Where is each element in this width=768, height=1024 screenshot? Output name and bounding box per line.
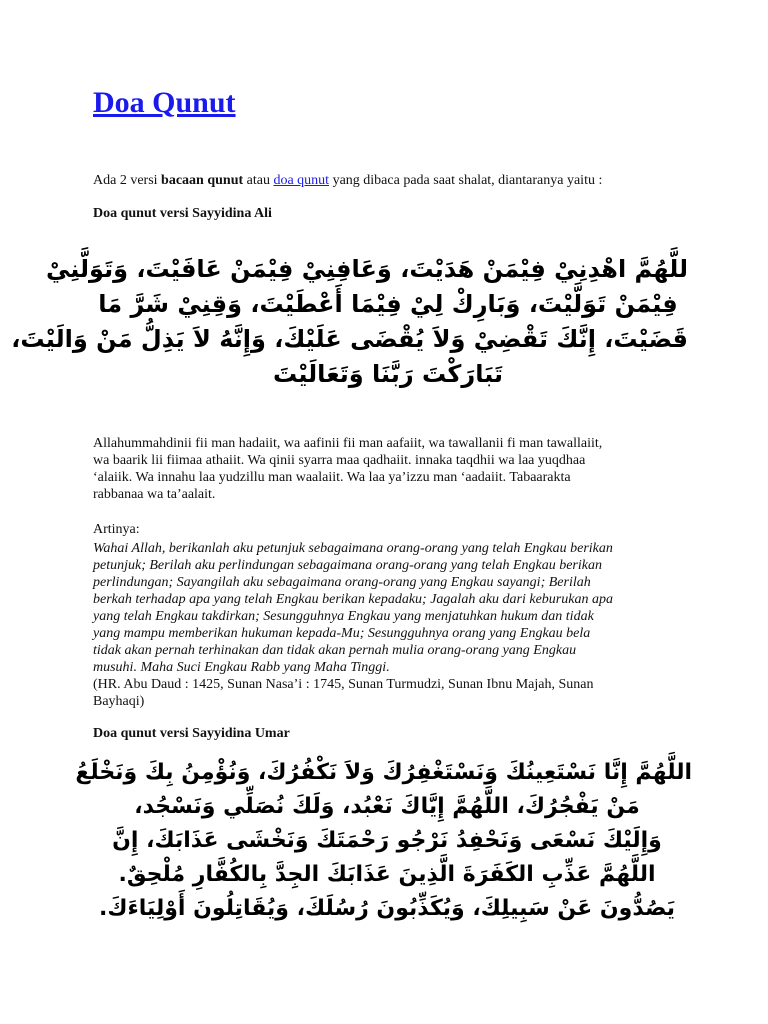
arabic-prayer-umar bbox=[75, 756, 692, 926]
section-heading-ali: Doa qunut versi Sayyidina Ali bbox=[93, 206, 272, 221]
page-title[interactable]: Doa Qunut bbox=[93, 86, 236, 119]
meaning-line: perlindungan; Sayangilah aku sebagaimana orang-orang yang Engkau sayangi; Berilah bbox=[93, 575, 591, 590]
arabic-line: وَإِلَيْكَ نَسْعَى وَنَحْفِدُ نَرْجُو رَحْمَتَكَ وَنَخْشَى عَذَابَكَ، إِنَّ bbox=[112, 828, 662, 853]
meaning-line: berkah terhadap apa yang telah Engkau berikan kepadaku; Jagalah aku dari keburukan apa bbox=[93, 592, 613, 607]
source-line: Bayhaqi) bbox=[93, 694, 145, 709]
meaning-line: yang mampu memberikan hukuman kepada-Mu; Sesungguhnya orang yang Engkau bela bbox=[93, 626, 591, 641]
arabic-line: للَّهُمَّ اهْدِنِيْ فِيْمَنْ هَدَيْتَ، وَعَافِنِيْ فِيْمَنْ عَافَيْتَ، وَتَوَلَّنِيْ bbox=[45, 255, 688, 283]
meaning-line: petunjuk; Berilah aku perlindungan sebagaimana orang-orang yang telah Engkau berikan bbox=[93, 558, 602, 573]
arabic-line: يَصُدُّونَ عَنْ سَبِيلِكَ، وَيُكَذِّبُونَ رُسُلَكَ، وَيُقَاتِلُونَ أَوْلِيَاءَكَ. bbox=[98, 896, 676, 921]
arabic-line: مَنْ يَفْجُرُكَ، اللَّهُمَّ إِيَّاكَ نَعْبُد، وَلَكَ نُصَلِّي وَنَسْجُد، bbox=[134, 794, 640, 819]
arabic-line: قَضَيْتَ، إِنَّكَ تَقْضِيْ وَلاَ يُقْضَى عَلَيْكَ، وَإِنَّهُ لاَ يَذِلُّ مَنْ وَالَيْتَ، bbox=[11, 325, 688, 353]
hadith-source bbox=[93, 676, 693, 710]
transliteration-line: Allahummahdinii fii man hadaiit, wa aafinii fii man aafaiit, wa tawallanii fi man tawallaiit, bbox=[93, 436, 603, 451]
section-heading-umar: Doa qunut versi Sayyidina Umar bbox=[93, 726, 290, 741]
meaning-line: Wahai Allah, berikanlah aku petunjuk sebagaimana orang-orang yang telah Engkau berikan bbox=[93, 541, 613, 556]
intro-text-1: Ada 2 versi bbox=[93, 173, 162, 188]
transliteration-line: rabbanaa wa ta’aalait. bbox=[93, 487, 216, 502]
meaning-paragraph bbox=[93, 540, 693, 676]
source-line: (HR. Abu Daud : 1425, Sunan Nasa’i : 1745, Sunan Turmudzi, Sunan Ibnu Majah, Sunan bbox=[93, 677, 594, 692]
intro-paragraph bbox=[93, 172, 713, 190]
meaning-line: tidak akan pernah terhinakan dan tidak akan pernah mulia orang-orang yang Engkau bbox=[93, 643, 577, 658]
transliteration-paragraph bbox=[93, 435, 693, 503]
meaning-line: musuhi. Maha Suci Engkau Rabb yang Maha Tinggi. bbox=[93, 660, 390, 675]
arabic-prayer-ali bbox=[11, 252, 688, 392]
arabic-line: اللَّهُمَّ إِنَّا نَسْتَعِينُكَ وَنَسْتَغْفِرُكَ وَلاَ نَكْفُرُكَ، وَنُؤْمِنُ بِكَ وَنَخْلَعُ bbox=[75, 760, 692, 785]
transliteration-line: wa baarik lii fiimaa athaiit. Wa qinii syarra maa qadhaiit. innaka taqdhii wa laa yuqdhaa bbox=[93, 453, 586, 468]
intro-text-3: yang dibaca pada saat shalat, diantaranya yaitu : bbox=[329, 173, 603, 188]
transliteration-line: ‘alaiik. Wa innahu laa yudzillu man waalaiit. Wa laa ya’izzu man ‘aadaiit. Tabaarakta bbox=[93, 470, 571, 485]
arabic-line: فِيْمَنْ تَوَلَّيْتَ، وَبَارِكْ لِيْ فِيْمَا أَعْطَيْتَ، وَقِنِيْ شَرَّ مَا bbox=[98, 290, 678, 318]
intro-text-2: atau bbox=[243, 173, 274, 188]
intro-bold-term: bacaan qunut bbox=[161, 173, 244, 188]
arabic-line: تَبَارَكْتَ رَبَّنَا وَتَعَالَيْتَ bbox=[272, 360, 504, 388]
artinya-label: Artinya: bbox=[93, 522, 140, 537]
arabic-line: اللَّهُمَّ عَذِّبِ الكَفَرَةَ الَّذِينَ عَذَابَكَ الجِدَّ بِالكُفَّارِ مُلْحِقٌ. bbox=[118, 862, 656, 887]
meaning-line: yang telah Engkau takdirkan; Sesungguhnya Engkau yang menjatuhkan hukum dan tidak bbox=[93, 609, 594, 624]
doa-qunut-link[interactable]: doa qunut bbox=[273, 173, 330, 188]
